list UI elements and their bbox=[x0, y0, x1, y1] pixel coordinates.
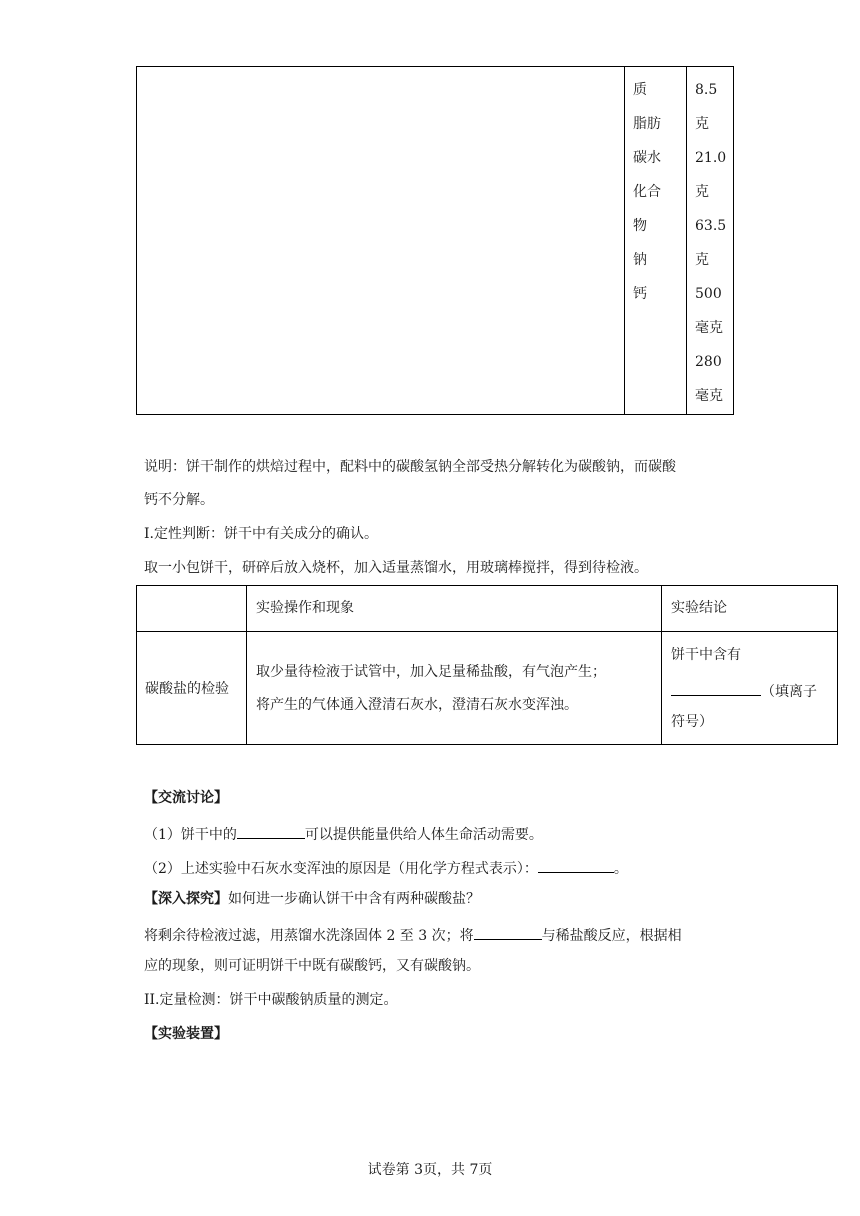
nutrient-name: 钠 bbox=[633, 252, 647, 268]
section-2-heading: II.定量检测：饼干中碳酸钠质量的测定。 bbox=[144, 992, 398, 1008]
nutrient-name: 钙 bbox=[633, 286, 647, 302]
table-divider bbox=[246, 586, 247, 744]
operation-line-1: 取少量待检液于试管中，加入足量稀盐酸，有气泡产生； bbox=[256, 664, 606, 680]
q2-prefix: （2）上述实验中石灰水变浑浊的原因是（用化学方程式表示）： bbox=[144, 861, 538, 877]
procedure-text: 取一小包饼干，研碎后放入烧杯，加入适量蒸馏水，用玻璃棒搅拌，得到待检液。 bbox=[144, 560, 648, 576]
section-1-heading: I.定性判断：饼干中有关成分的确认。 bbox=[144, 526, 378, 542]
nutrient-value: 8.5 bbox=[695, 82, 718, 98]
table-divider bbox=[661, 586, 662, 744]
nutrient-name: 碳水 bbox=[633, 150, 661, 166]
conclusion-line-2 bbox=[671, 679, 817, 702]
nutrient-name: 物 bbox=[633, 218, 647, 234]
nutrient-value: 毫克 bbox=[695, 388, 723, 404]
explore-suffix: 与稀盐酸反应，根据相 bbox=[541, 928, 682, 944]
apparatus-heading: 【实验装置】 bbox=[144, 1026, 228, 1042]
nutrient-name: 质 bbox=[633, 82, 647, 98]
q1-suffix: 可以提供能量供给人体生命活动需要。 bbox=[304, 827, 543, 843]
explore-line bbox=[144, 889, 480, 909]
answer-blank[interactable] bbox=[474, 923, 542, 940]
table-divider bbox=[686, 67, 687, 414]
experiment-table bbox=[136, 585, 838, 745]
nutrient-names-column bbox=[633, 80, 683, 318]
table-divider bbox=[624, 67, 625, 414]
answer-blank[interactable] bbox=[237, 822, 305, 839]
nutrient-name: 化合 bbox=[633, 184, 661, 200]
row-label: 碳酸盐的检验 bbox=[145, 681, 229, 697]
nutrient-value: 280 bbox=[695, 354, 722, 370]
q1-prefix: （1）饼干中的 bbox=[144, 827, 237, 843]
nutrient-value: 克 bbox=[695, 252, 709, 268]
answer-blank[interactable] bbox=[538, 856, 614, 873]
note-line-1: 说明：饼干制作的烘焙过程中，配料中的碳酸氢钠全部受热分解转化为碳酸钠，而碳酸 bbox=[144, 459, 676, 475]
nutrient-name: 脂肪 bbox=[633, 116, 661, 132]
explore-heading: 【深入探究】 bbox=[144, 891, 228, 907]
table-divider bbox=[137, 631, 837, 632]
discussion-q1 bbox=[144, 822, 543, 845]
answer-blank[interactable] bbox=[671, 679, 761, 696]
nutrient-value: 500 bbox=[695, 286, 722, 302]
page-footer: 试卷第 3页，共 7页 bbox=[367, 1162, 493, 1178]
nutrition-table bbox=[136, 66, 734, 415]
note-line-2: 钙不分解。 bbox=[144, 492, 214, 508]
nutrient-value: 毫克 bbox=[695, 320, 723, 336]
nutrient-value: 克 bbox=[695, 116, 709, 132]
conclusion-hint: （填离子 bbox=[761, 684, 817, 700]
conclusion-line-3: 符号） bbox=[671, 714, 713, 730]
conclusion-line-1: 饼干中含有 bbox=[671, 647, 741, 663]
discussion-heading: 【交流讨论】 bbox=[144, 790, 228, 806]
explore-line-1 bbox=[144, 923, 682, 946]
nutrient-value: 21.0 bbox=[695, 150, 727, 166]
nutrient-values-column bbox=[695, 80, 735, 420]
explore-line-2: 应的现象，则可证明饼干中既有碳酸钙，又有碳酸钠。 bbox=[144, 958, 480, 974]
nutrient-value: 63.5 bbox=[695, 218, 727, 234]
explore-prefix: 将剩余待检液过滤，用蒸馏水洗涤固体 2 至 3 次；将 bbox=[144, 928, 474, 944]
operation-line-2: 将产生的气体通入澄清石灰水，澄清石灰水变浑浊。 bbox=[256, 697, 578, 713]
discussion-q2 bbox=[144, 856, 628, 879]
header-operation: 实验操作和现象 bbox=[256, 600, 354, 616]
header-conclusion: 实验结论 bbox=[671, 600, 727, 616]
explore-question: 如何进一步确认饼干中含有两种碳酸盐？ bbox=[228, 891, 480, 907]
q2-suffix: 。 bbox=[613, 861, 628, 877]
nutrient-value: 克 bbox=[695, 184, 709, 200]
